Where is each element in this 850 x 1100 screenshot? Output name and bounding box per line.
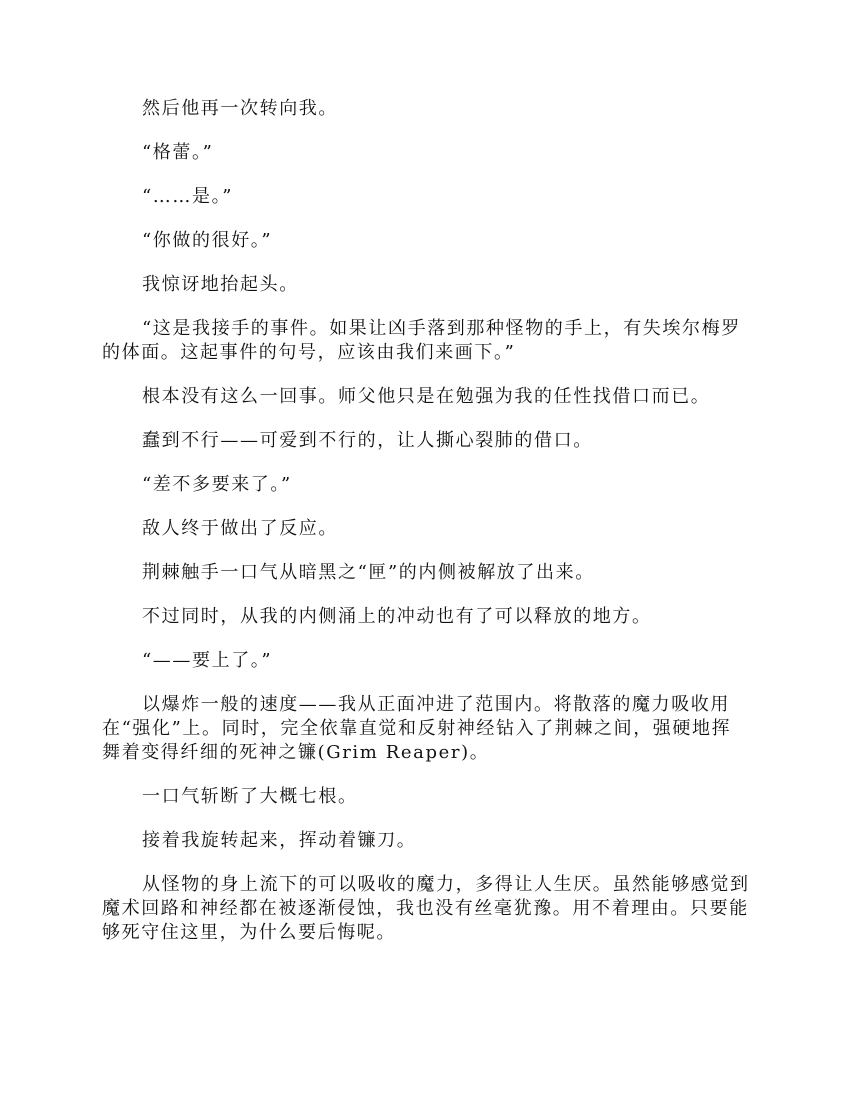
paragraph: 不过同时，从我的内侧涌上的冲动也有了可以释放的地方。 — [142, 606, 652, 627]
paragraph: 敌人终于做出了反应。 — [142, 518, 338, 539]
paragraph: 一口气斩断了大概七根。 — [142, 786, 358, 807]
paragraph: “——要上了。” — [142, 650, 273, 671]
paragraph: 然后他再一次转向我。 — [142, 98, 338, 119]
document-body — [102, 97, 750, 965]
paragraph: “格蕾。” — [142, 142, 214, 163]
paragraph: 荆棘触手一口气从暗黑之“匣”的内侧被解放了出来。 — [142, 562, 595, 583]
paragraph: 蠢到不行——可爱到不行的，让人撕心裂肺的借口。 — [142, 430, 593, 451]
paragraph: “差不多要来了。” — [142, 474, 292, 495]
paragraph: “你做的很好。” — [142, 230, 273, 251]
paragraph: “……是。” — [142, 186, 234, 207]
paragraph: 我惊讶地抬起头。 — [142, 274, 299, 295]
paragraph: 以爆炸一般的速度——我从正面冲进了范围内。将散落的魔力吸收用在“强化”上。同时，完全依靠直觉和反射神经钻入了荆棘之间，强硬地挥舞着变得纤细的死神之镰(Grim Reaper)。 — [102, 694, 732, 763]
paragraph: 接着我旋转起来，挥动着镰刀。 — [142, 830, 417, 851]
paragraph: “这是我接手的事件。如果让凶手落到那种怪物的手上，有失埃尔梅罗的体面。这起事件的句号，应该由我们来画下。” — [102, 318, 741, 363]
paragraph: 从怪物的身上流下的可以吸收的魔力，多得让人生厌。虽然能够感觉到魔术回路和神经都在被逐渐侵蚀，我也没有丝毫犹豫。用不着理由。只要能够死守住这里，为什么要后悔呢。 — [102, 874, 750, 943]
paragraph: 根本没有这么一回事。师父他只是在勉强为我的任性找借口而已。 — [142, 386, 711, 407]
